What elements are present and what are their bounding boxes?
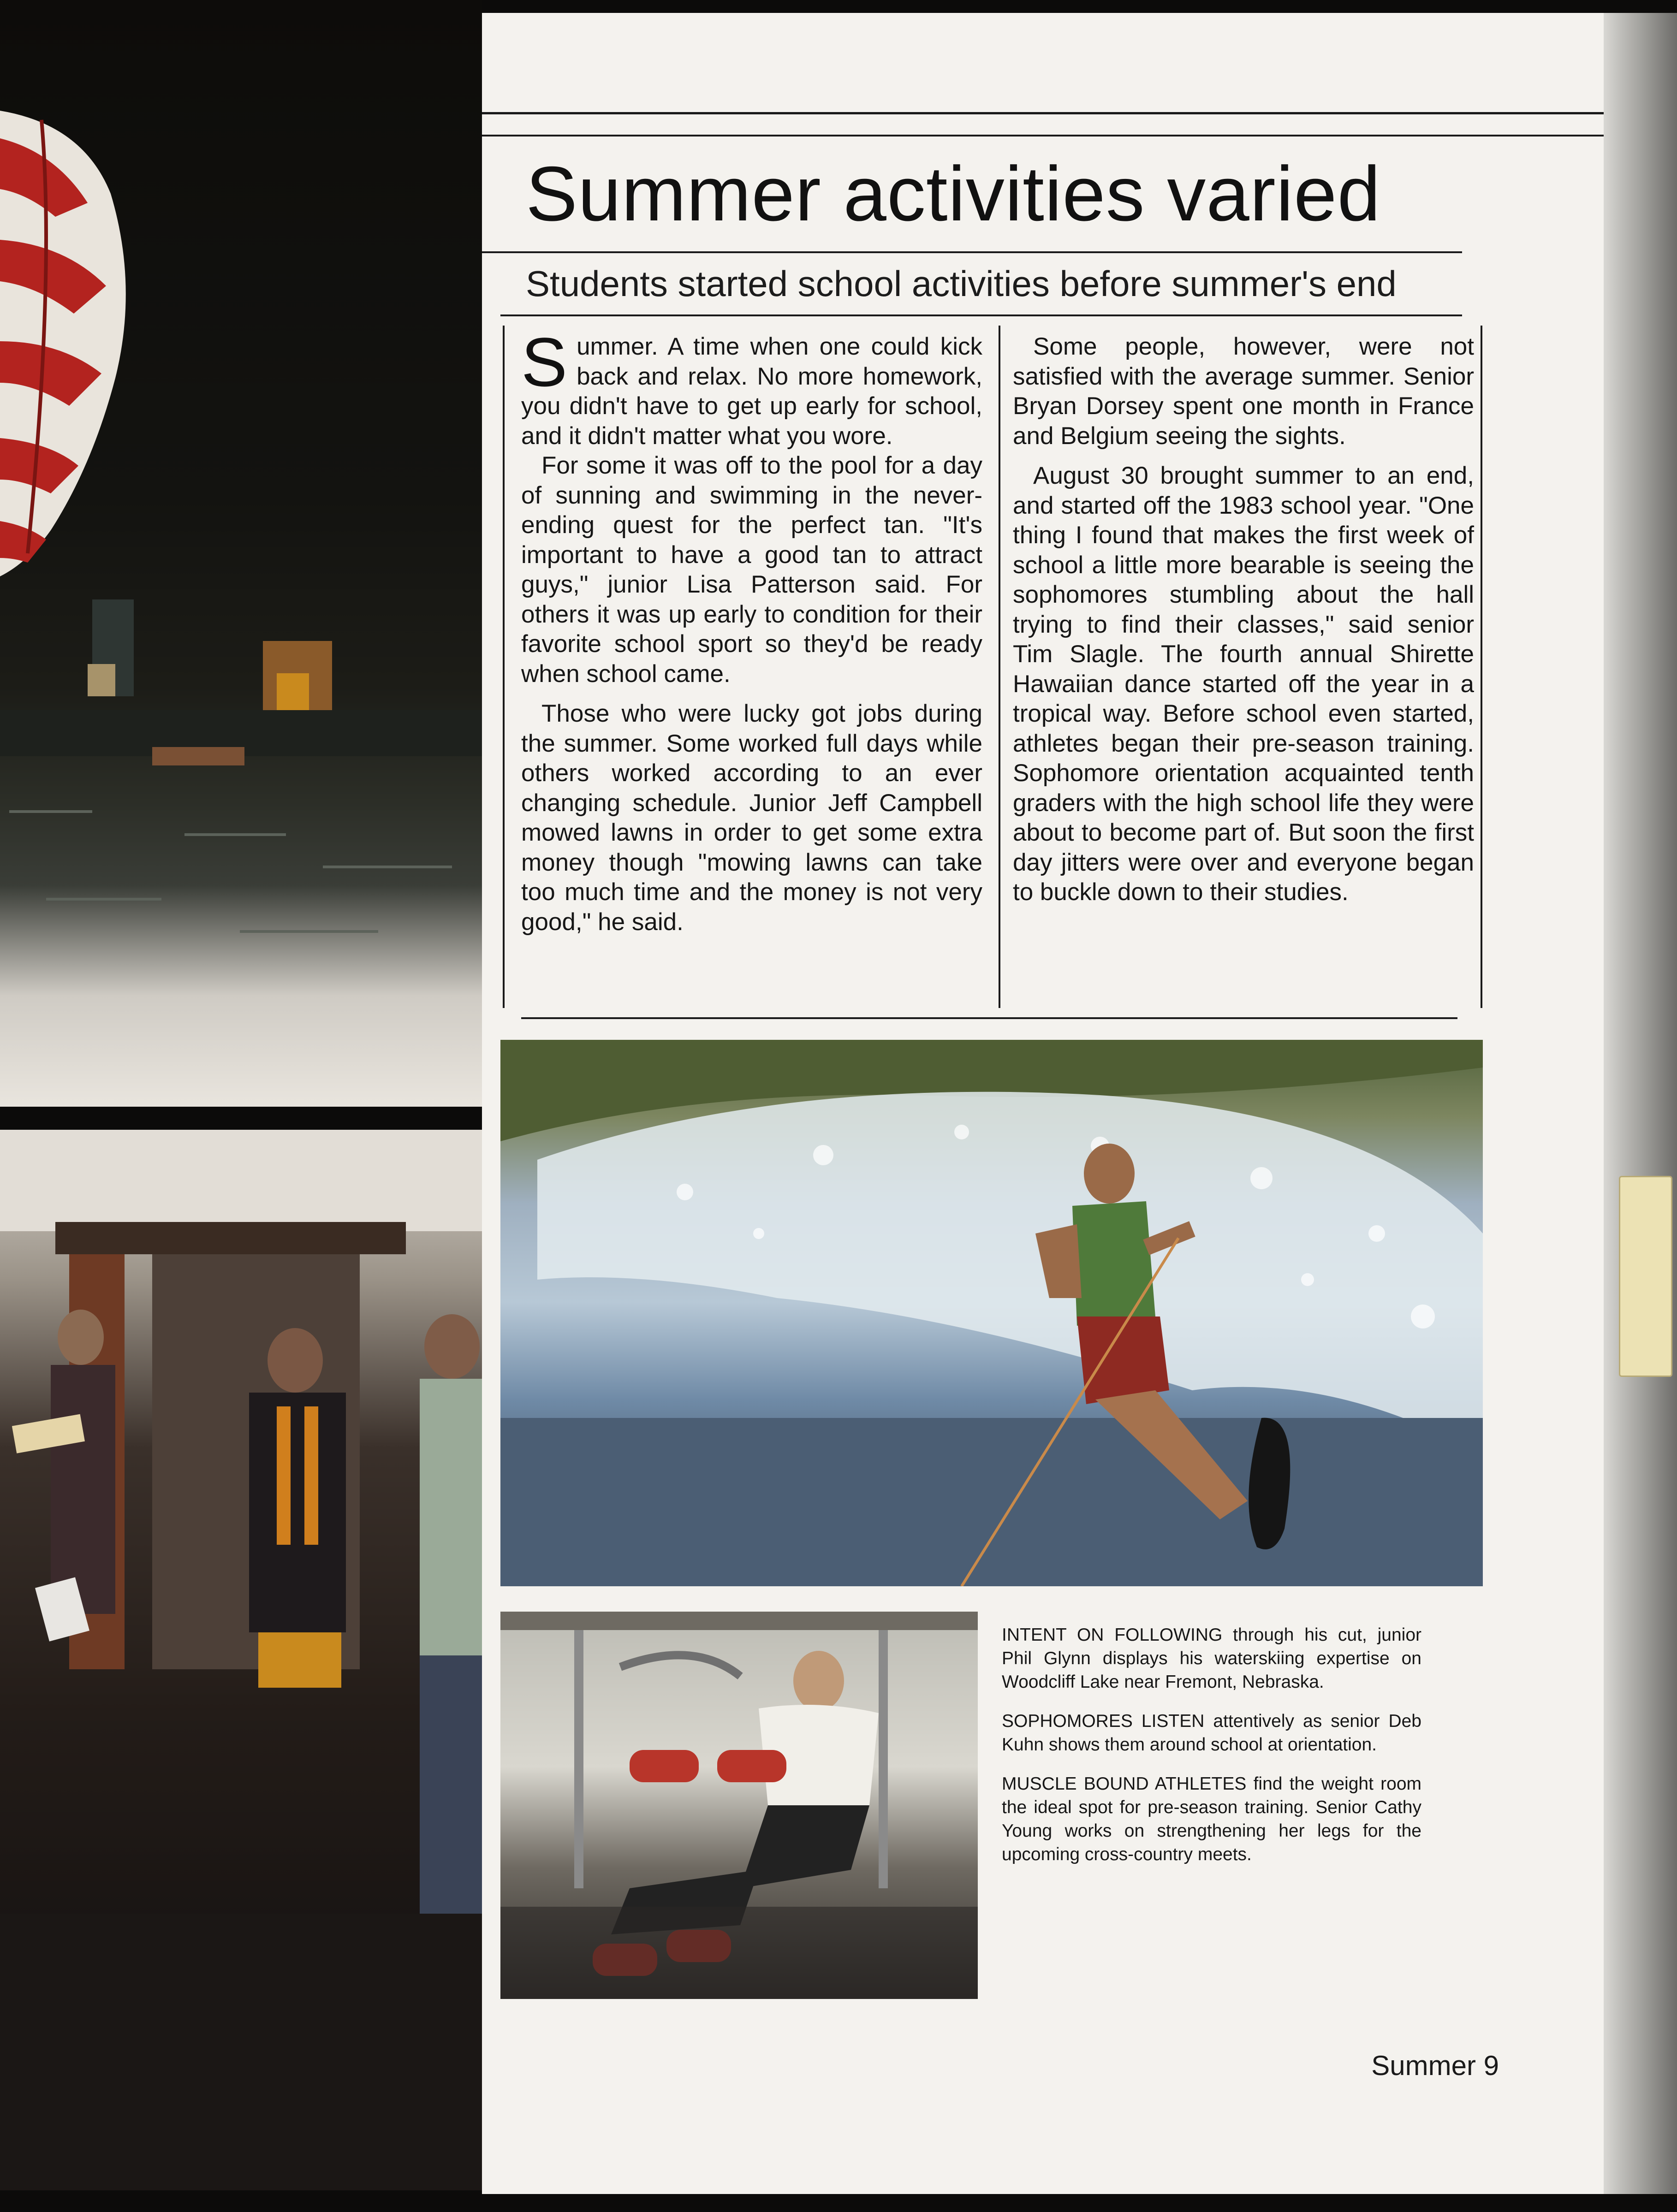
left-column-border — [503, 326, 505, 1008]
boat-figures — [0, 599, 482, 765]
sticky-tab — [1619, 1176, 1672, 1377]
column-divider — [999, 326, 1000, 1008]
article-column-right — [1013, 332, 1474, 1005]
page-folio: Summer 9 — [1371, 2050, 1499, 2081]
caption-weight-room: MUSCLE BOUND ATHLETES find the weight room the ideal spot for pre-season training. Senior Cathy Young works on strengthening her legs for the upcoming cross-country meets. — [1002, 1774, 1421, 1864]
waterskiing-photo — [500, 1040, 1483, 1586]
page-edge-shadow — [1604, 13, 1677, 2194]
weight-room-illustration — [500, 1612, 978, 1999]
caption-waterskiing: INTENT ON FOLLOWING through his cut, junior Phil Glynn displays his waterskiing expertise on Woodcliff Lake near Fremont, Nebraska. — [1002, 1625, 1421, 1692]
parasail-illustration — [0, 0, 482, 1107]
photo-captions — [1002, 1623, 1421, 1909]
water-spray — [537, 1092, 1483, 1455]
article-column-left — [521, 323, 982, 1005]
article-paragraph: For some it was off to the pool for a day of sunning and swimming in the never-ending quest for the perfect tan. "It's important to have a good tan to attract guys," junior Lisa Patterson said. For others it was up early to condition for their favorite school sport so they'd be ready when school came. — [521, 452, 982, 688]
article-subhead: Students started school activities before summer's end — [526, 263, 1397, 304]
right-column-border — [1481, 326, 1482, 1008]
top-rule — [482, 112, 1604, 114]
article-paragraph: Those who were lucky got jobs during the summer. Some worked full days while others worked according to an ever changing schedule. Junior Jeff Campbell mowed lawns in order to get some extra money though "mowing lawns can take too much time and the money is not very good," he said. — [521, 700, 982, 936]
caption-orientation: SOPHOMORES LISTEN attentively as senior Deb Kuhn shows them around school at orientation. — [1002, 1711, 1421, 1755]
waterski-illustration — [500, 1040, 1483, 1586]
parasailing-photo — [0, 0, 482, 1107]
orientation-illustration — [0, 1130, 482, 2190]
orientation-photo — [0, 1130, 482, 2190]
water-ripples — [9, 812, 452, 931]
article-paragraph: Summer. A time when one could kick back and relax. No more homework, you didn't have to get up early for school, and it didn't matter what you wore. — [521, 323, 982, 450]
athlete-figure — [611, 1651, 879, 1934]
article-paragraph: Some people, however, were not satisfied with the average summer. Senior Bryan Dorsey spent one month in France and Belgium seeing the sights. — [1013, 333, 1474, 450]
parachute-canopy — [0, 111, 126, 576]
article-paragraph: August 30 brought summer to an end, and started off the 1983 school year. "One thing I found that makes the first week of school a little more bearable is seeing the sophomores stumbling about the hall trying to find their classes," said senior Tim Slagle. The fourth annual Shirette Hawaiian dance started off the year in a tropical way. Before school even started, athletes began their pre-season training. Sophomore orientation acquainted tenth graders with the high school life they were about to become part of. But soon the first day jitters were over and everyone began to buckle down to their studies. — [1013, 462, 1474, 906]
text-bottom-rule — [521, 1017, 1457, 1019]
subhead-underline — [500, 314, 1462, 316]
drop-cap: S — [521, 323, 568, 401]
weight-room-photo — [500, 1612, 978, 1999]
top-rule-double — [482, 135, 1604, 136]
headline-underline — [482, 251, 1462, 253]
article-headline: Summer activities varied — [526, 150, 1381, 237]
